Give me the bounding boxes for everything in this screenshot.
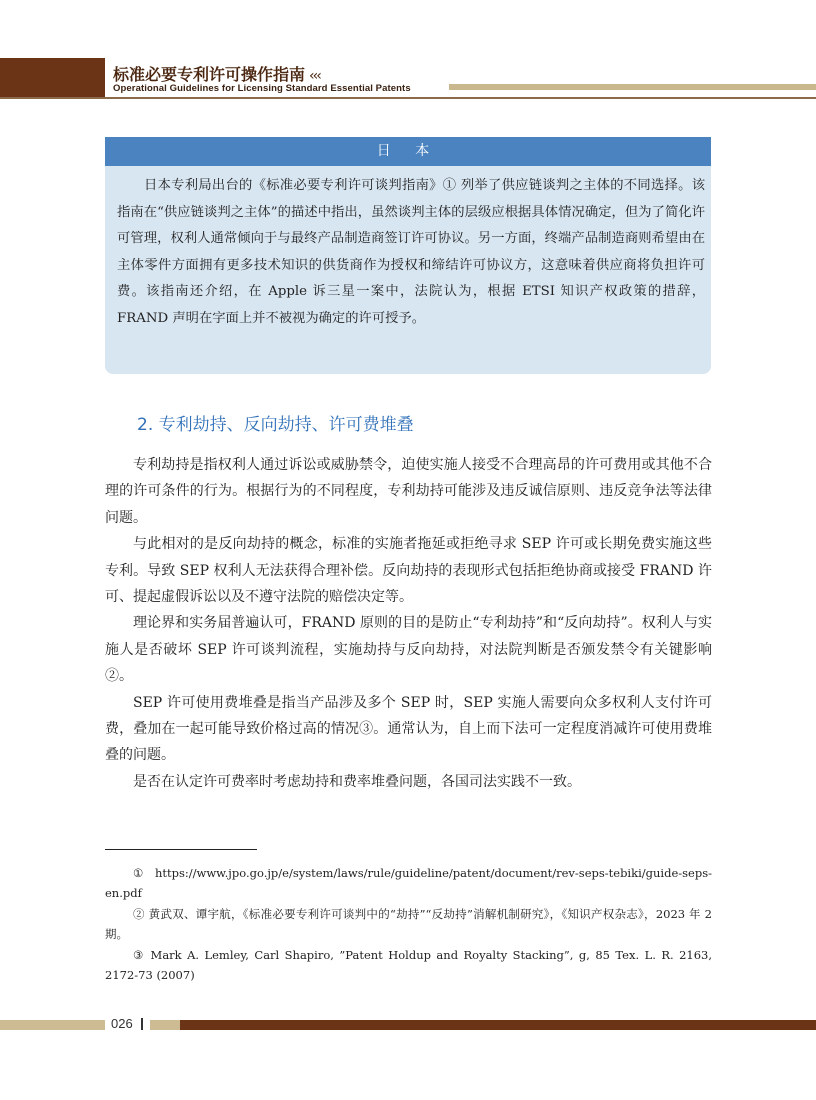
body-paragraph: 理论界和实务届普遍认可，FRAND 原则的目的是防止“专利劫持”和“反向劫持”。权利人与实施人是否破坏 SEP 许可谈判流程，实施劫持与反向劫持，对法院判断是否颁发禁令有关键影响②。 (105, 615, 712, 685)
header-tan-rule (449, 84, 816, 90)
header-divider (0, 97, 816, 99)
body-paragraph: 专利劫持是指权利人通过诉讼或威胁禁令，迫使实施人接受不合理高昂的许可费用或其他不合理的许可条件的行为。根据行为的不同程度，专利劫持可能涉及违反诚信原则、违反竞争法等法律问题。 (105, 457, 712, 526)
footer-tan-bar (0, 1020, 105, 1030)
body-paragraph: 是否在认定许可费率时考虑劫持和费率堆叠问题，各国司法实践不一致。 (133, 773, 581, 790)
japan-callout-box (105, 137, 711, 374)
footer-separator (141, 1018, 143, 1030)
section-heading: 2. 专利劫持、反向劫持、许可费堆叠 (137, 415, 414, 435)
callout-box-body (117, 173, 705, 332)
callout-box-title: 日 本 (105, 137, 711, 166)
page-number: 026 (111, 1016, 133, 1031)
footnote: ② 黄武双、谭宇航，《标准必要专利许可谈判中的“劫持”“反劫持”消解机制研究》，《知识产权杂志》，2023 年 2 期。 (105, 907, 712, 941)
body-text (105, 452, 712, 795)
chevrons-icon: ‹‹‹ (309, 68, 320, 84)
header-color-bar (0, 58, 105, 98)
footnote-rule (105, 849, 257, 850)
running-header-subtitle: Operational Guidelines for Licensing Standard Essential Patents (113, 83, 411, 94)
body-paragraph: SEP 许可使用费堆叠是指当产品涉及多个 SEP 时，SEP 实施人需要向众多权利人支付许可费，叠加在一起可能导致价格过高的情况③。通常认为，自上而下法可一定程度消减许可使用费堆叠的问题。 (105, 694, 712, 764)
footer-brown-bar (180, 1020, 816, 1030)
body-paragraph: 与此相对的是反向劫持的概念，标准的实施者拖延或拒绝寻求 SEP 许可或长期免费实施这些专利。导致 SEP 权利人无法获得合理补偿。反向劫持的表现形式包括拒绝协商或接受 FRAND 许可、提起虚假诉讼以及不遵守法院的赔偿决定等。 (105, 536, 712, 606)
callout-paragraph: 日本专利局出台的《标准必要专利许可谈判指南》① 列举了供应链谈判之主体的不同选择。该指南在“供应链谈判之主体”的描述中指出，虽然谈判主体的层级应根据具体情况确定，但为了简化许可管理，权利人通常倾向于与最终产品制造商签订许可协议。另一方面，终端产品制造商则希望由在主体零件方面拥有更多技术知识的供货商作为授权和缔结许可协议方，这意味着供应商将负担许可费。该指南还介绍，在 Apple 诉三星一案中，法院认为，根据 ETSI 知识产权政策的措辞，FRAND 声明在字面上并不被视为确定的许可授予。 (117, 178, 705, 326)
footnotes (105, 863, 712, 986)
footnote: ③ Mark A. Lemley, Carl Shapiro, ”Patent Holdup and Royalty Stacking”, g, 85 Tex. L. R. 2163, 2172-73 (2007) (105, 948, 712, 982)
footer-tan-bar-small (150, 1020, 180, 1030)
running-header-title: 标准必要专利许可操作指南 ‹‹‹ (113, 65, 320, 84)
footnote: ① https://www.jpo.go.jp/e/system/laws/rule/guideline/patent/document/rev-seps-tebiki/guide-seps-en.pdf (105, 866, 712, 900)
